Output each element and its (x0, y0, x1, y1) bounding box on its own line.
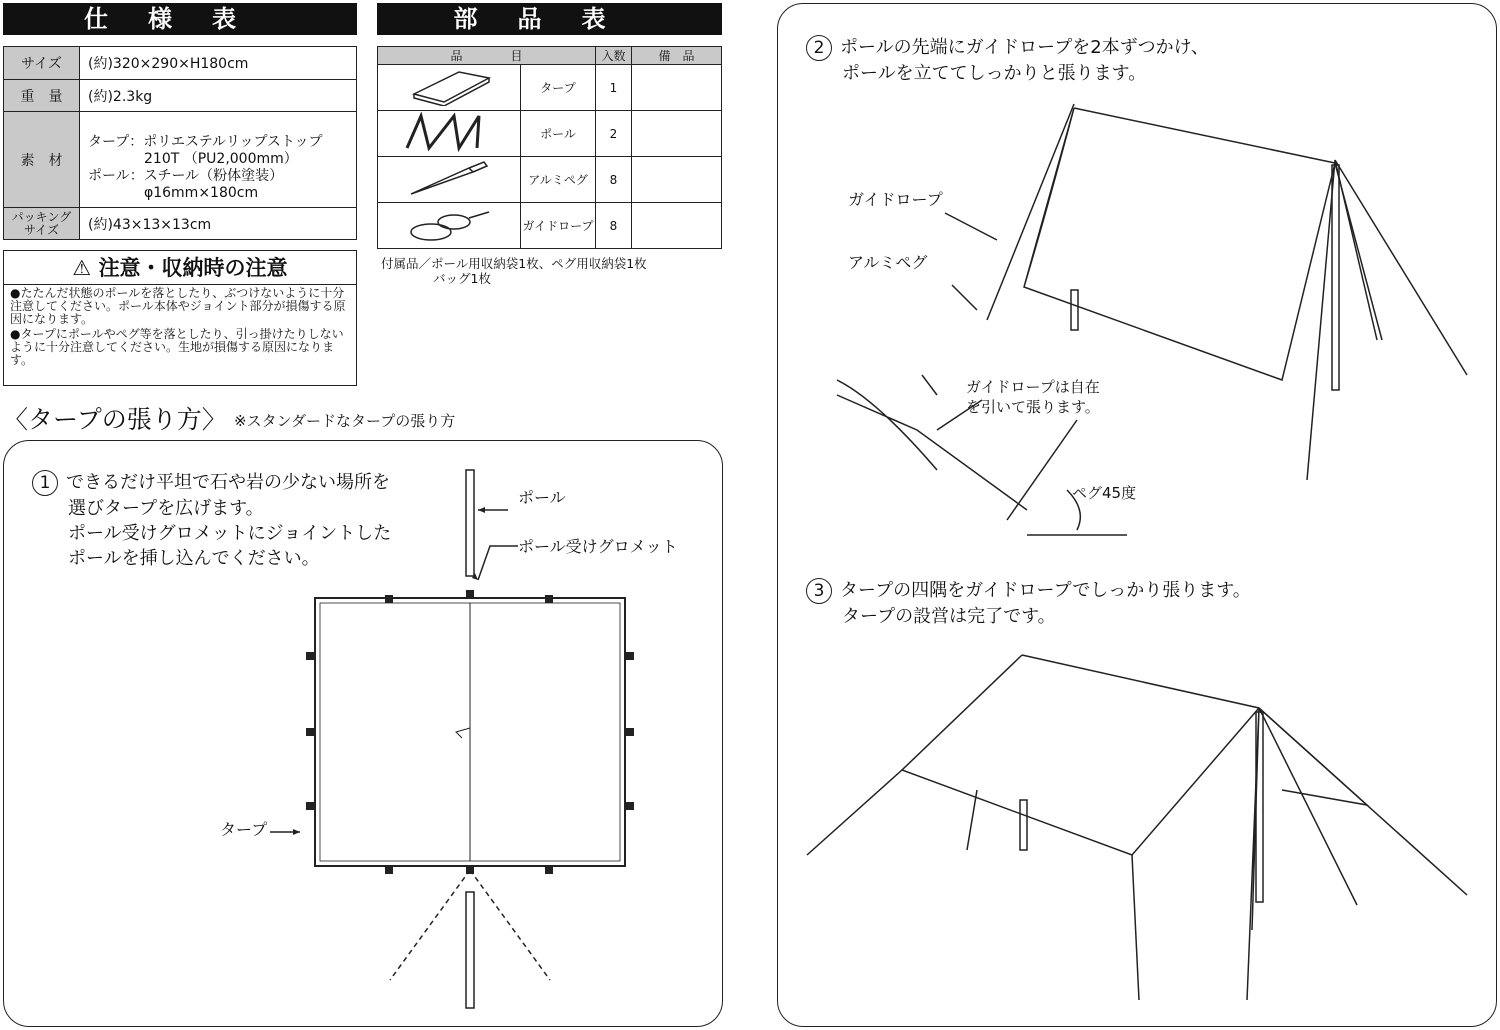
part-qty: 8 (596, 203, 632, 249)
parts-note: バッグ1枚 (433, 271, 491, 286)
step-line: ポールを挿し込んでください。 (68, 548, 320, 569)
warning-icon: ⚠ (72, 256, 92, 280)
part-name: ポール (521, 111, 596, 157)
caution-title: 注意・収納時の注意 (98, 256, 288, 280)
part-qty: 1 (596, 65, 632, 111)
spec-value: タープ：ポリエステルリップストップ (88, 134, 323, 150)
step-line: できるだけ平坦で石や岩の少ない場所を (66, 472, 390, 493)
spec-table (3, 46, 357, 240)
spec-value: φ16mm×180cm (88, 185, 259, 201)
step1-diagram (0, 440, 725, 1030)
step-line: ポール受けグロメットにジョイントした (68, 523, 392, 544)
label-peg-angle: ペグ45度 (1072, 484, 1137, 502)
step-line: ポールの先端にガイドロープを2本ずつかけ、 (840, 37, 1209, 58)
label-guy-rope: ガイドロープ (848, 190, 943, 209)
step-line: タープの設営は完了です。 (842, 606, 1056, 627)
col-header: 品 目 (378, 47, 596, 65)
spec-value: (約)2.3kg (80, 80, 357, 112)
peg-illustration (399, 158, 499, 198)
step-line: 選びタープを広げます。 (68, 498, 264, 519)
spec-value: 210T （PU2,000mm） (88, 151, 298, 167)
spec-label: サイズ (4, 47, 80, 80)
label-pole: ポール (518, 488, 566, 507)
spec-value: (約)320×290×H180cm (80, 47, 357, 80)
col-header: 備 品 (632, 47, 722, 65)
howto-title: 〈タープの張り方〉 (3, 405, 227, 434)
tarp-bag-illustration (399, 66, 499, 106)
spec-label: 重 量 (4, 80, 80, 112)
note-line: を引いて張ります。 (966, 398, 1100, 416)
caution-box (3, 250, 357, 386)
label-peg: アルミペグ (848, 253, 928, 272)
col-header: 入数 (596, 47, 632, 65)
step-line: ポールを立ててしっかりと張ります。 (842, 63, 1147, 84)
label-tarp: タープ (220, 820, 268, 839)
step-number: 2 (806, 35, 832, 61)
spec-value: ポール：スチール（粉体塗装） (88, 168, 284, 184)
note-line: ガイドロープは自在 (966, 378, 1100, 396)
part-name: ガイドロープ (521, 203, 596, 249)
caution-item: ●たたんだ状態のポールを落としたり、ぶつけないように十分注意してください。ポール本体やジョイント部分が損傷する原因になります。 (10, 286, 346, 326)
steps-2-3-diagram (777, 0, 1499, 1030)
part-qty: 2 (596, 111, 632, 157)
parts-table (377, 46, 722, 249)
part-name: タープ (521, 65, 596, 111)
guy-rope-illustration (399, 204, 499, 244)
parts-note: 付属品／ポール用収納袋1枚、ペグ用収納袋1枚 (381, 256, 647, 271)
pole-illustration (399, 112, 499, 152)
caution-item: ●タープにポールやペグ等を落としたり、引っ掛けたりしないように十分注意してください。生地が損傷する原因になります。 (10, 327, 344, 367)
spec-label: 素 材 (4, 112, 80, 208)
howto-subtitle: ※スタンダードなタープの張り方 (234, 412, 456, 430)
step-line: タープの四隅をガイドロープでしっかり張ります。 (840, 580, 1251, 601)
label-grommet: ポール受けグロメット (518, 537, 678, 556)
spec-title: 仕様表 (3, 3, 357, 35)
part-qty: 8 (596, 157, 632, 203)
spec-value: (約)43×13×13cm (80, 208, 357, 240)
step-number: 3 (806, 578, 832, 604)
part-name: アルミペグ (521, 157, 596, 203)
spec-label: パッキング サイズ (4, 208, 80, 240)
parts-title: 部品表 (377, 3, 722, 35)
step-number: 1 (32, 470, 58, 496)
